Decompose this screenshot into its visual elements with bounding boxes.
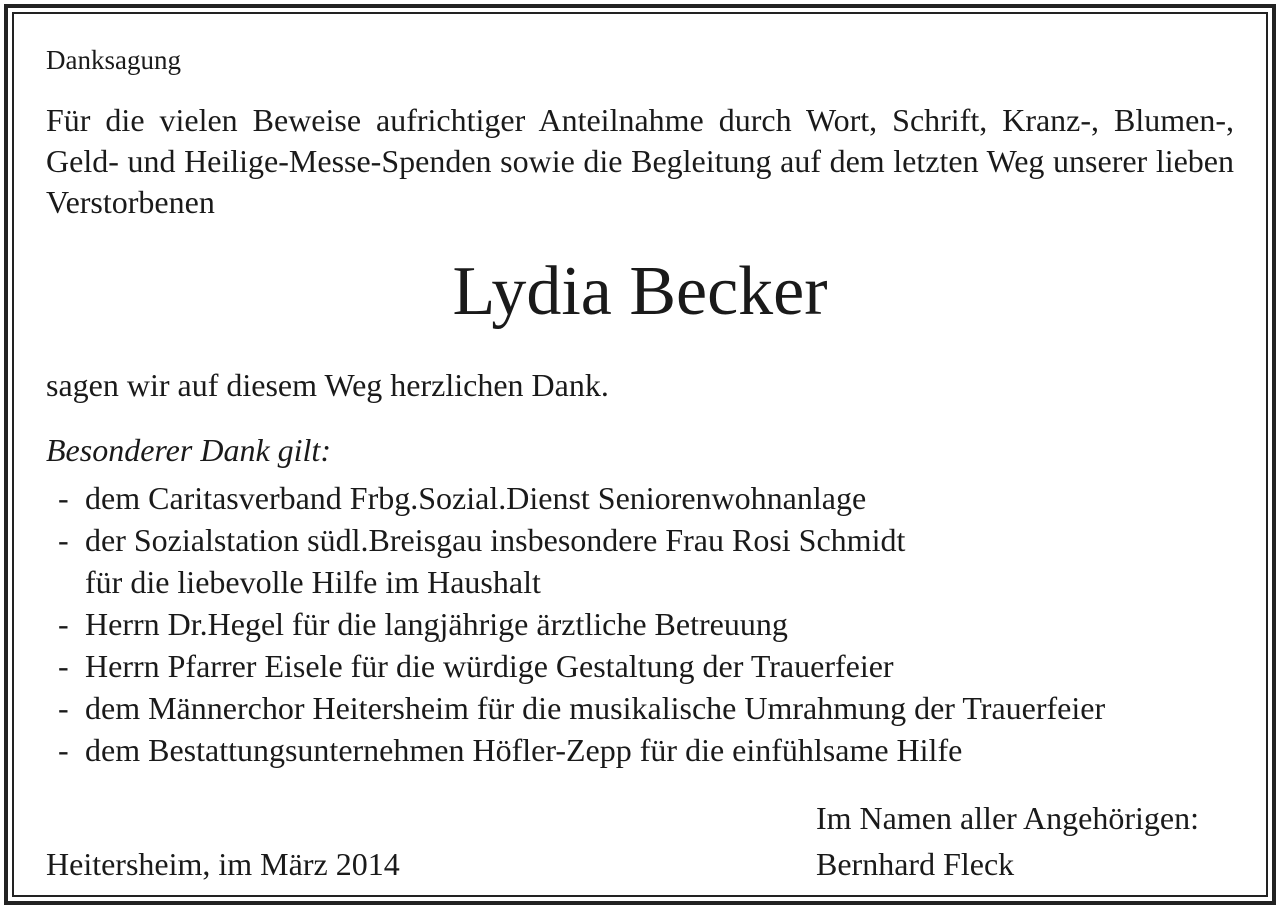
list-item-text: dem Bestattungsunternehmen Höfler-Zepp für die einfühlsame Hilfe [85,732,963,768]
notice-content [46,40,1234,771]
list-item [46,645,1234,687]
list-item-continuation: für die liebevolle Hilfe im Haushalt [85,564,541,600]
special-thanks-heading: Besonderer Dank gilt: [46,432,331,468]
signature-intro: Im Namen aller Angehörigen: [816,800,1199,836]
list-item [46,477,1234,519]
signature-block [816,795,1199,887]
list-dash: - [58,690,69,726]
list-dash: - [58,480,69,516]
list-dash: - [58,732,69,768]
list-item [46,687,1234,729]
special-thanks-list [46,477,1234,771]
list-item-text: dem Männerchor Heitersheim für die musikalische Umrahmung der Trauerfeier [85,690,1106,726]
list-dash: - [58,606,69,642]
list-item-text: der Sozialstation südl.Breisgau insbesondere Frau Rosi Schmidt [85,522,906,558]
list-item-text: Herrn Dr.Hegel für die langjährige ärztliche Betreuung [85,606,788,642]
list-item [46,519,1234,603]
intro-paragraph: Für die vielen Beweise aufrichtiger Anteilnahme durch Wort, Schrift, Kranz-, Blumen-, Geld- und Heilige-Messe-Spenden sowie die Begleitung auf dem letzten Weg unserer lieben Verstorbenen [46,102,1234,220]
list-item [46,729,1234,771]
place-date: Heitersheim, im März 2014 [46,846,400,882]
signatory-name: Bernhard Fleck [816,846,1015,882]
list-item-text: dem Caritasverband Frbg.Sozial.Dienst Seniorenwohnanlage [85,480,867,516]
thanks-line: sagen wir auf diesem Weg herzlichen Dank. [46,367,609,403]
notice-heading: Danksagung [46,45,181,75]
list-item [46,603,1234,645]
deceased-name: Lydia Becker [452,253,828,330]
list-dash: - [58,648,69,684]
list-item-text: Herrn Pfarrer Eisele für die würdige Gestaltung der Trauerfeier [85,648,894,684]
notice-footer [46,795,1234,885]
list-dash: - [58,522,69,558]
